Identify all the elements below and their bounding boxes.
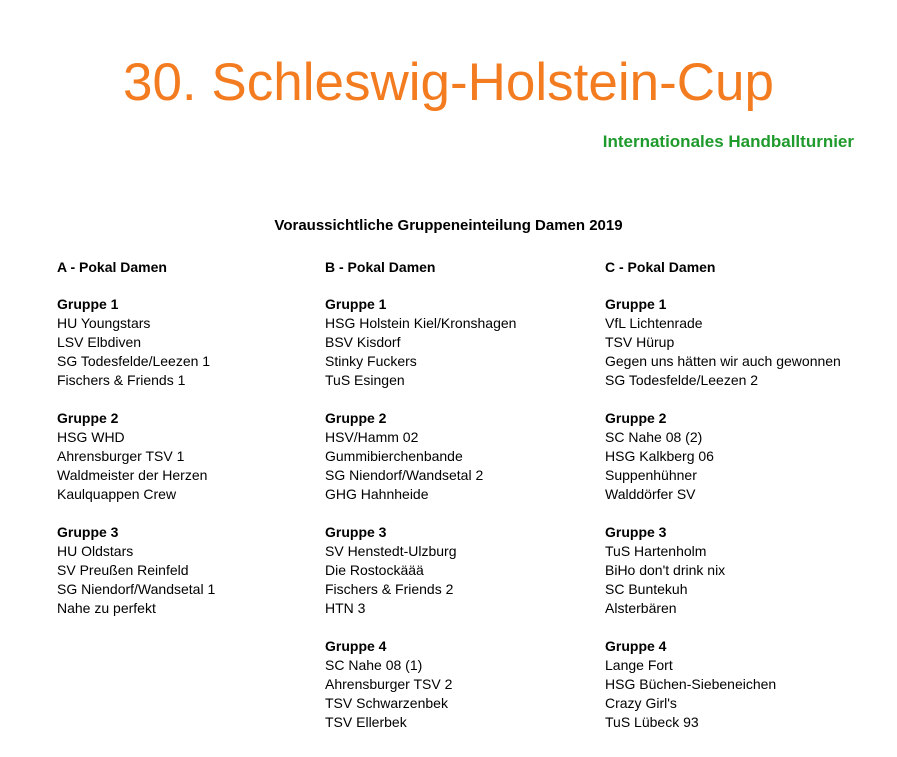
team-entry: SG Todesfelde/Leezen 2 xyxy=(605,372,759,388)
group-c4 xyxy=(605,637,841,732)
team-entry: VfL Lichtenrade xyxy=(605,315,703,331)
group-c2 xyxy=(605,409,841,504)
team-entry: TSV Schwarzenbek xyxy=(325,695,448,711)
cup-title: B - Pokal Damen xyxy=(325,259,436,275)
group-c1 xyxy=(605,295,841,390)
page-subtitle: Internationales Handballturnier xyxy=(602,132,854,151)
group-title: Gruppe 2 xyxy=(325,410,387,426)
team-entry: Waldmeister der Herzen xyxy=(57,467,208,483)
team-entry: Suppenhühner xyxy=(605,467,697,483)
team-entry: TSV Hürup xyxy=(605,334,675,350)
team-entry: HSG Holstein Kiel/Kronshagen xyxy=(325,315,517,331)
team-entry: HSG Kalkberg 06 xyxy=(605,448,714,464)
team-entry: TuS Hartenholm xyxy=(605,543,707,559)
team-entry: LSV Elbdiven xyxy=(57,334,142,350)
group-b1 xyxy=(325,295,516,390)
team-entry: Lange Fort xyxy=(605,657,673,673)
team-entry: Kaulquappen Crew xyxy=(57,486,177,502)
team-entry: HSG WHD xyxy=(57,429,125,445)
group-title: Gruppe 3 xyxy=(57,524,119,540)
group-a1 xyxy=(57,295,215,390)
team-entry: Gegen uns hätten wir auch gewonnen xyxy=(605,353,841,369)
team-entry: BSV Kisdorf xyxy=(325,334,401,350)
group-title: Gruppe 4 xyxy=(605,638,667,654)
team-entry: HU Oldstars xyxy=(57,543,134,559)
group-title: Gruppe 1 xyxy=(57,296,119,312)
group-b2 xyxy=(325,409,516,504)
team-entry: Ahrensburger TSV 1 xyxy=(57,448,185,464)
team-entry: Walddörfer SV xyxy=(605,486,696,502)
team-entry: Stinky Fuckers xyxy=(325,353,417,369)
team-entry: TuS Lübeck 93 xyxy=(605,714,699,730)
group-title: Gruppe 2 xyxy=(57,410,119,426)
team-entry: SC Nahe 08 (1) xyxy=(325,657,423,673)
team-entry: TuS Esingen xyxy=(325,372,405,388)
group-a3 xyxy=(57,523,215,618)
team-entry: HTN 3 xyxy=(325,600,366,616)
group-title: Gruppe 4 xyxy=(325,638,387,654)
team-entry: SV Henstedt-Ulzburg xyxy=(325,543,457,559)
team-entry: SG Todesfelde/Leezen 1 xyxy=(57,353,211,369)
team-entry: HSG Büchen-Siebeneichen xyxy=(605,676,777,692)
team-entry: SG Niendorf/Wandsetal 1 xyxy=(57,581,216,597)
team-entry: HSV/Hamm 02 xyxy=(325,429,419,445)
cup-column-b xyxy=(325,258,516,751)
group-title: Gruppe 3 xyxy=(605,524,667,540)
group-title: Gruppe 1 xyxy=(325,296,387,312)
team-entry: SC Nahe 08 (2) xyxy=(605,429,703,445)
team-entry: Fischers & Friends 2 xyxy=(325,581,454,597)
team-entry: Fischers & Friends 1 xyxy=(57,372,186,388)
section-heading: Voraussichtliche Gruppeneinteilung Damen 2019 xyxy=(274,217,623,234)
cup-title: A - Pokal Damen xyxy=(57,259,167,275)
team-entry: SC Buntekuh xyxy=(605,581,688,597)
team-entry: Gummibierchenbande xyxy=(325,448,463,464)
cup-column-a xyxy=(57,258,215,637)
cup-column-c xyxy=(605,258,841,751)
team-entry: TSV Ellerbek xyxy=(325,714,407,730)
team-entry: SV Preußen Reinfeld xyxy=(57,562,189,578)
team-entry: BiHo don't drink nix xyxy=(605,562,726,578)
cup-title: C - Pokal Damen xyxy=(605,259,716,275)
team-entry: Ahrensburger TSV 2 xyxy=(325,676,453,692)
group-title: Gruppe 3 xyxy=(325,524,387,540)
group-c3 xyxy=(605,523,841,618)
team-entry: Die Rostockäää xyxy=(325,562,424,578)
team-entry: Alsterbären xyxy=(605,600,677,616)
team-entry: Crazy Girl's xyxy=(605,695,677,711)
team-entry: SG Niendorf/Wandsetal 2 xyxy=(325,467,484,483)
page-title: 30. Schleswig-Holstein-Cup xyxy=(122,53,774,112)
group-title: Gruppe 2 xyxy=(605,410,667,426)
group-b3 xyxy=(325,523,516,618)
group-b4 xyxy=(325,637,516,732)
team-entry: HU Youngstars xyxy=(57,315,151,331)
team-entry: Nahe zu perfekt xyxy=(57,600,156,616)
group-title: Gruppe 1 xyxy=(605,296,667,312)
group-a2 xyxy=(57,409,215,504)
team-entry: GHG Hahnheide xyxy=(325,486,429,502)
